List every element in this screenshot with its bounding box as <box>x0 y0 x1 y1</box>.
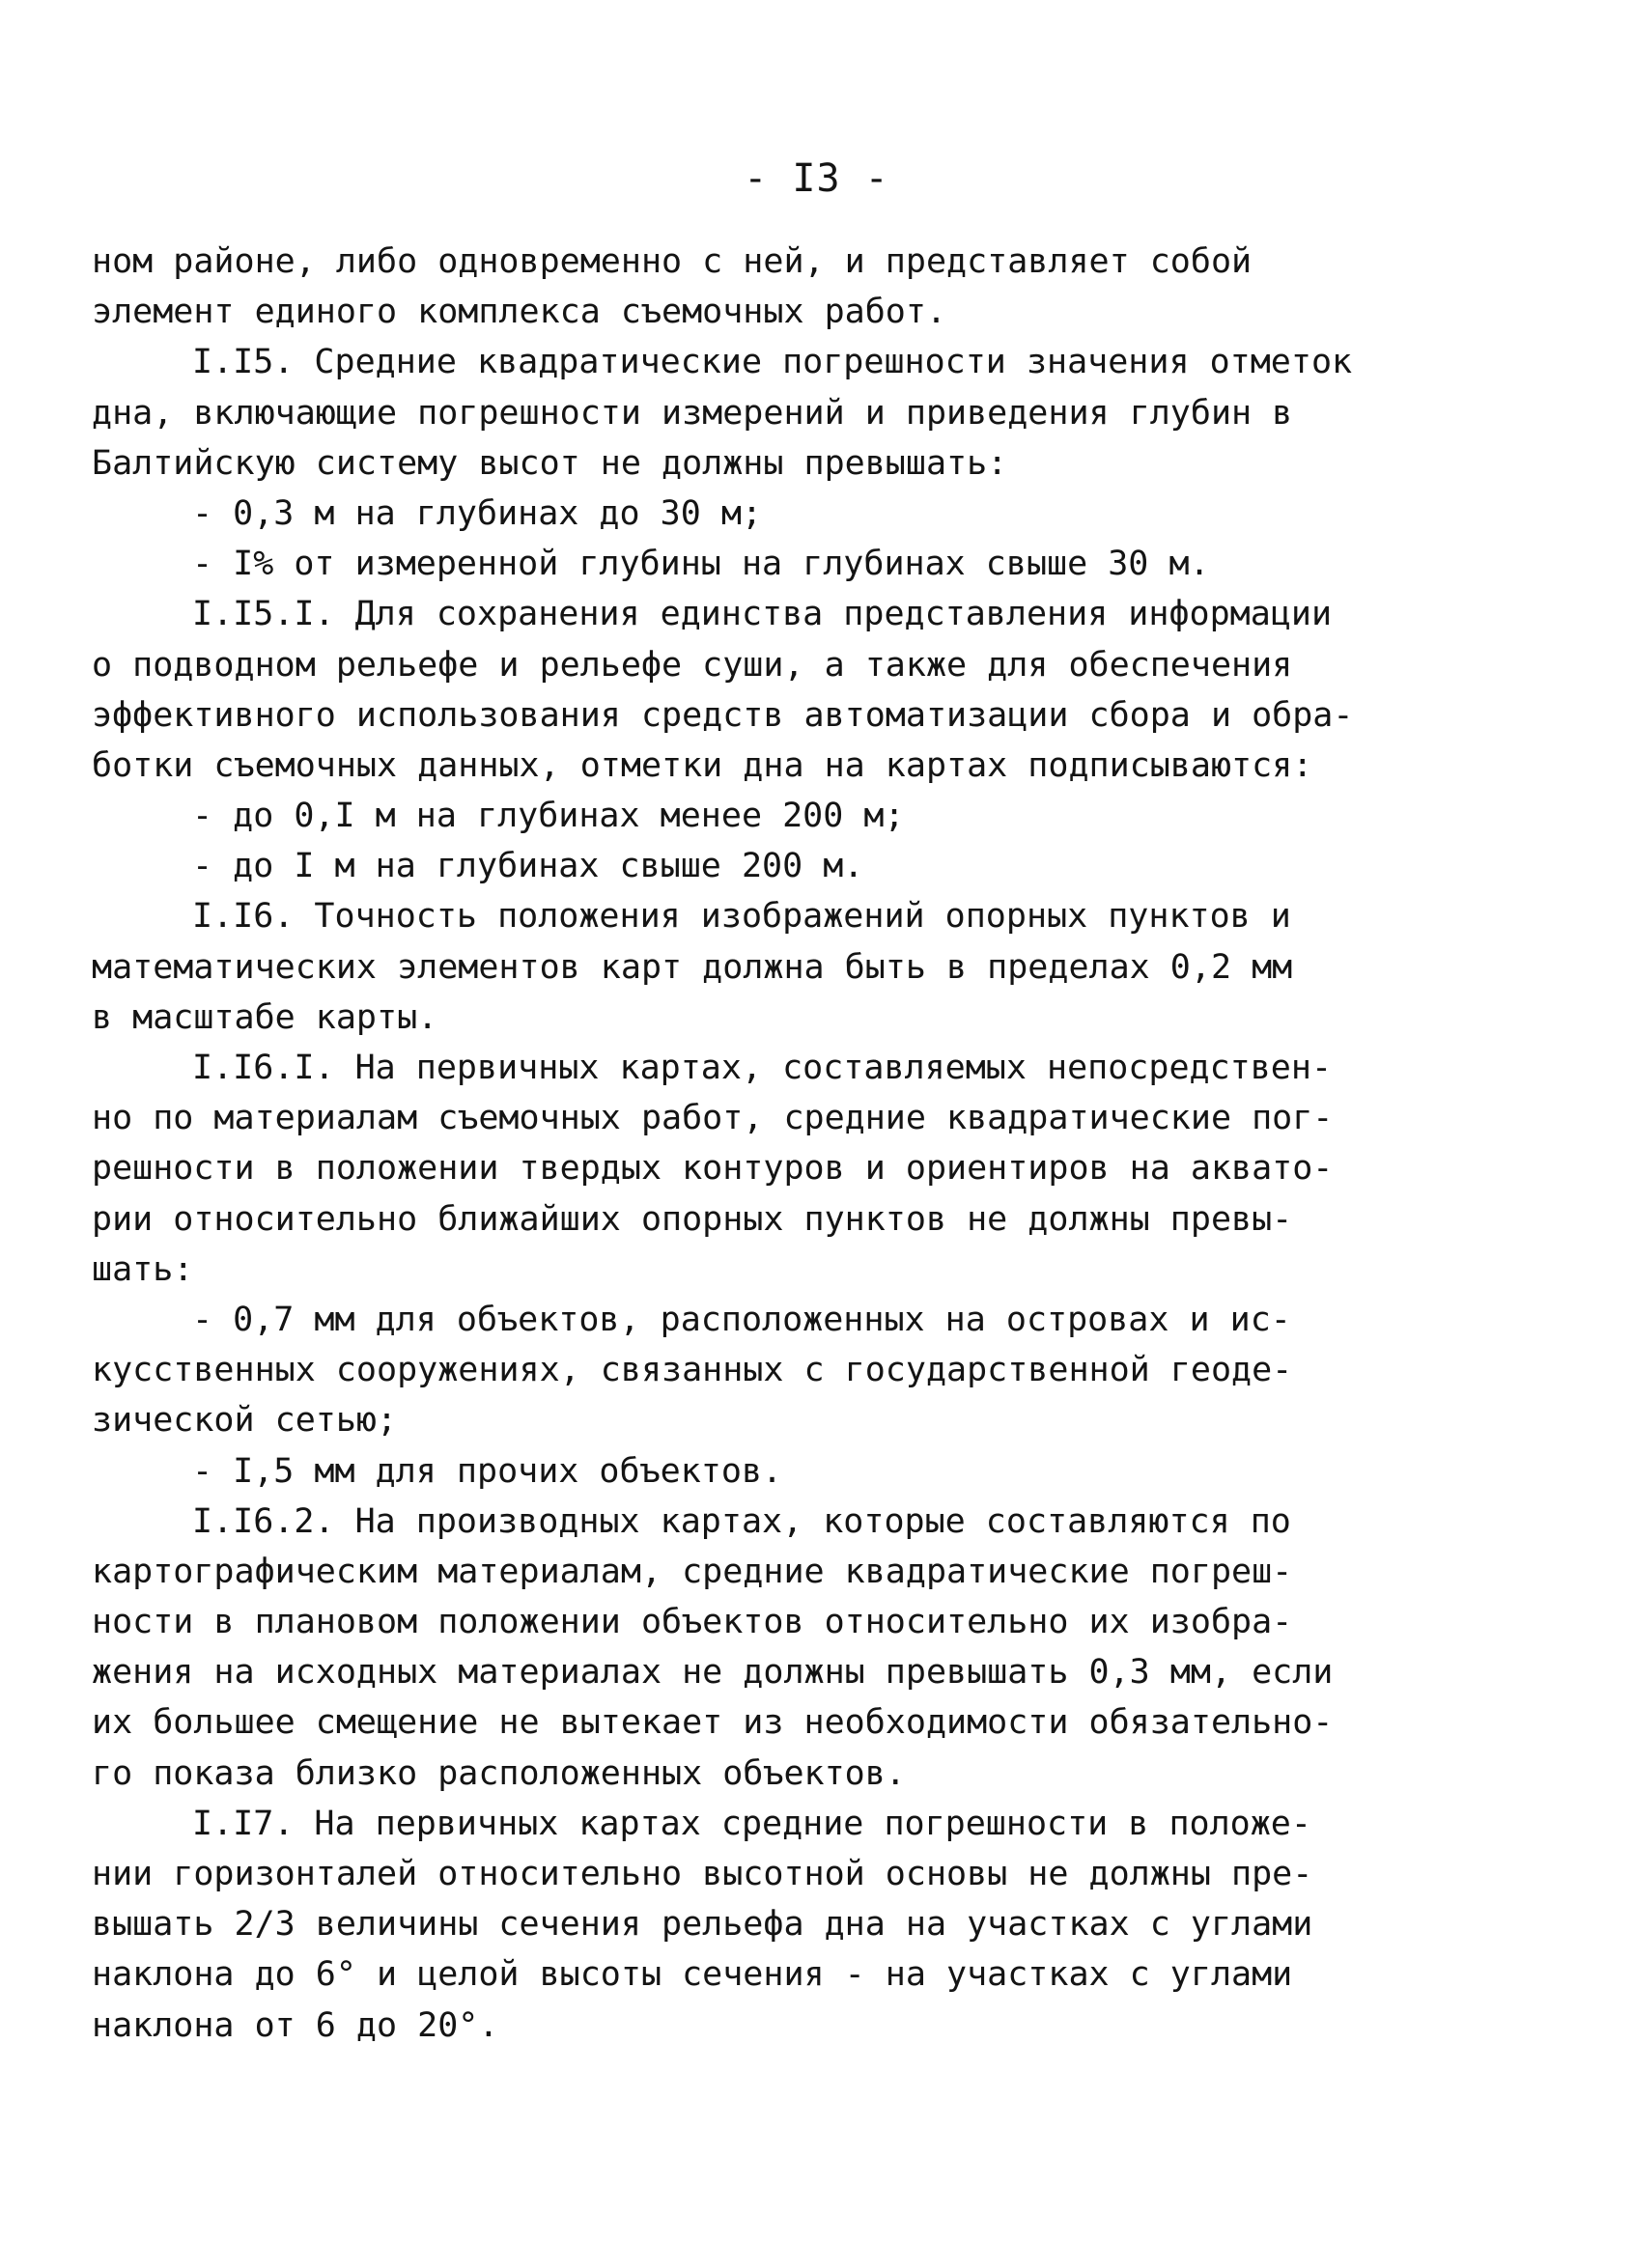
text-line: о подводном рельефе и рельефе суши, а также для обеспечения <box>92 645 1293 685</box>
text-line: нии горизонталей относительно высотной основы не должны пре- <box>92 1855 1313 1893</box>
text-line: зической сетью; <box>92 1401 398 1441</box>
text-line: наклона от 6 до 20°. <box>92 2005 499 2045</box>
text-line: картографическим материалам, средние квадратические погреш- <box>92 1552 1293 1591</box>
text-line: - до I м на глубинах свыше 200 м. <box>192 847 864 886</box>
text-line: I.I6.2. На производных картах, которые составляются по <box>192 1501 1291 1541</box>
text-line: наклона до 6° и целой высоты сечения - на участках с углами <box>92 1955 1293 1995</box>
text-line: элемент единого комплекса съемочных работ. <box>92 293 947 332</box>
text-line: - I,5 мм для прочих объектов. <box>192 1451 783 1491</box>
text-line: их большее смещение не вытекает из необходимости обязательно- <box>92 1703 1334 1743</box>
text-line: ности в плановом положении объектов относительно их изобра- <box>92 1603 1293 1642</box>
text-line: го показа близко расположенных объектов. <box>92 1753 906 1793</box>
text-line: I.I7. На первичных картах средние погрешности в положе- <box>192 1804 1311 1843</box>
text-line: - I% от измеренной глубины на глубинах свыше 30 м. <box>192 545 1210 584</box>
text-line: ном районе, либо одновременно с ней, и представляет собой <box>92 242 1253 281</box>
text-line: дна, включающие погрешности измерений и приведения глубин в <box>92 393 1293 433</box>
text-line: I.I6. Точность положения изображений опорных пунктов и <box>192 897 1291 937</box>
text-line: - 0,3 м на глубинах до 30 м; <box>192 493 763 533</box>
text-line: - 0,7 мм для объектов, расположенных на островах и ис- <box>192 1300 1291 1339</box>
text-line: жения на исходных материалах не должны превышать 0,3 мм, если <box>92 1653 1334 1693</box>
text-line: I.I5. Средние квадратические погрешности значения отметок <box>192 343 1353 382</box>
text-line: эффективного использования средств автоматизации сбора и обра- <box>92 695 1354 735</box>
text-line: I.I5.I. Для сохранения единства представления информации <box>192 595 1333 634</box>
text-line: рии относительно ближайших опорных пунктов не должны превы- <box>92 1199 1293 1239</box>
text-line: решности в положении твердых контуров и ориентиров на аквато- <box>92 1149 1334 1189</box>
text-line: I.I6.I. На первичных картах, составляемых непосредствен- <box>192 1049 1333 1087</box>
text-line: шать: <box>92 1249 194 1289</box>
text-line: ботки съемочных данных, отметки дна на картах подписываются: <box>92 745 1313 785</box>
text-line: в масштабе карты. <box>92 997 438 1037</box>
document-text <box>92 237 1391 2051</box>
text-line: вышать 2/3 величины сечения рельефа дна на участках с углами <box>92 1905 1313 1945</box>
text-line: - до 0,I м на глубинах менее 200 м; <box>192 797 905 836</box>
text-line: математических элементов карт должна быть в пределах 0,2 мм <box>92 947 1293 987</box>
text-line: Балтийскую систему высот не должны превышать: <box>92 443 1008 483</box>
page-number: - I3 - <box>744 156 889 201</box>
text-line: кусственных сооружениях, связанных с государственной геоде- <box>92 1351 1293 1390</box>
text-line: но по материалам съемочных работ, средние квадратические пог- <box>92 1099 1334 1138</box>
